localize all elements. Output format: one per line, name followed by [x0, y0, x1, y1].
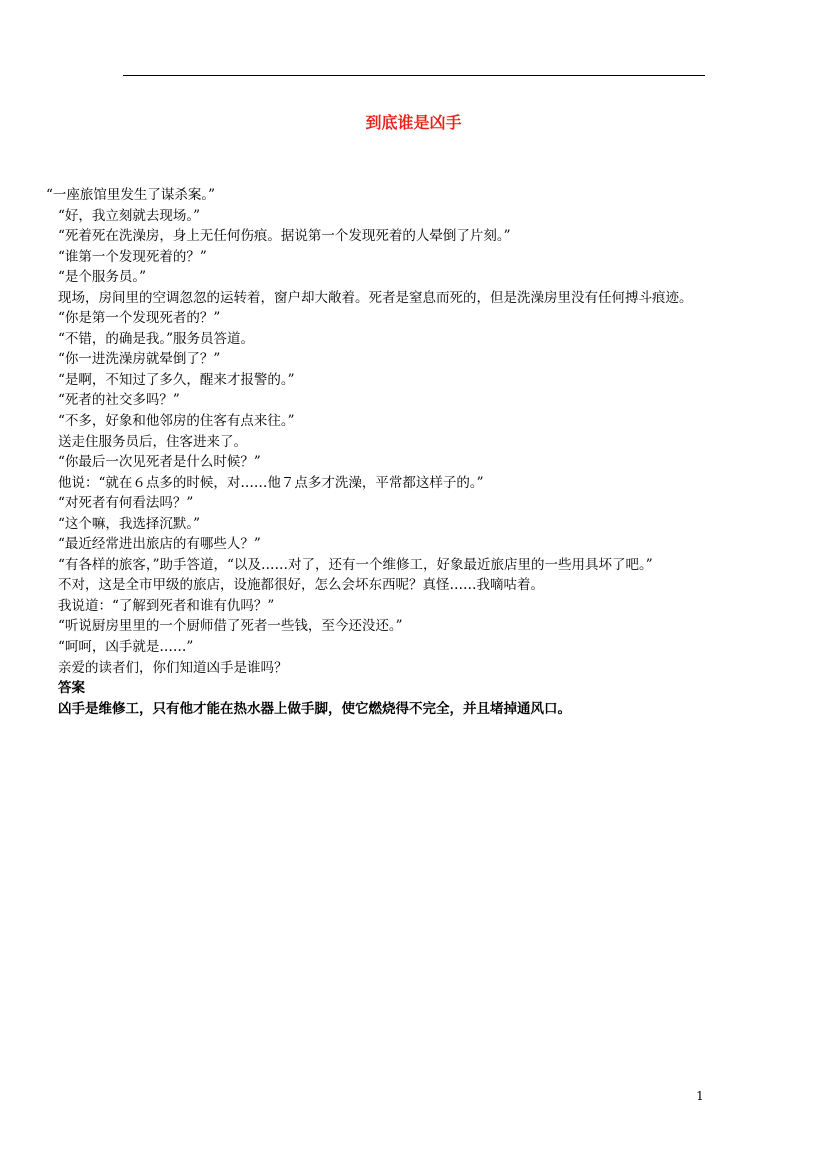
story-line: “呵呵，凶手就是……” — [58, 639, 194, 656]
story-line: “死者的社交多吗？” — [58, 392, 180, 409]
story-line: “谁第一个发现死着的？” — [58, 248, 207, 265]
story-line: 他说：“就在６点多的时候，对……他７点多才洗澡，平常都这样子的。” — [58, 474, 484, 491]
document-title: 到底谁是凶手 — [365, 113, 462, 132]
story-line: 现场，房间里的空调忽忽的运转着，窗户却大敞着。死者是窒息而死的，但是洗澡房里没有任何搏斗痕迹。 — [58, 289, 693, 306]
story-line: “一座旅馆里发生了谋杀案。” — [46, 187, 216, 203]
story-line: “好，我立刻就去现场。” — [58, 207, 201, 224]
story-line: “你一进洗澡房就晕倒了？” — [58, 351, 221, 368]
story-line: “这个嘛，我选择沉默。” — [58, 515, 201, 532]
header-rule — [123, 75, 705, 76]
story-body — [46, 185, 806, 719]
story-line: “最近经常进出旅店的有哪些人？” — [58, 536, 261, 553]
story-line: “对死者有何看法吗？” — [58, 495, 194, 512]
story-line: 亲爱的读者们，你们知道凶手是谁吗？ — [58, 659, 288, 676]
story-line: “你最后一次见死者是什么时候？” — [58, 454, 261, 471]
story-line: 我说道：“了解到死者和谁有仇吗？” — [58, 597, 275, 614]
story-line: “死着死在洗澡房，身上无任何伤痕。据说第一个发现死着的人晕倒了片刻。” — [58, 228, 511, 245]
story-line: “是啊，不知过了多久，醒来才报警的。” — [58, 371, 295, 388]
answer-heading: 答案 — [58, 680, 85, 697]
story-line: “是个服务员。” — [58, 269, 147, 286]
story-line: 不对，这是全市甲级的旅店，设施都很好，怎么会坏东西呢？真怪……我嘀咕着。 — [58, 577, 544, 594]
story-line: 送走住服务员后，住客进来了。 — [58, 433, 247, 450]
story-line: “你是第一个发现死者的？” — [58, 310, 221, 327]
story-line: “不错，的确是我。”服务员答道。 — [58, 330, 255, 347]
story-line: “有各样的旅客，”助手答道，“以及……对了，还有一个维修工，好象最近旅店里的一些用具坏了吧。” — [58, 556, 653, 573]
answer-text: 凶手是维修工，只有他才能在热水器上做手脚，使它燃烧得不完全，并且堵掉通风口。 — [58, 700, 571, 717]
story-line: “听说厨房里里的一个厨师借了死者一些钱，至今还没还。” — [58, 618, 403, 635]
page-number: 1 — [696, 1089, 704, 1103]
story-line: “不多，好象和他邻房的住客有点来往。” — [58, 413, 295, 430]
